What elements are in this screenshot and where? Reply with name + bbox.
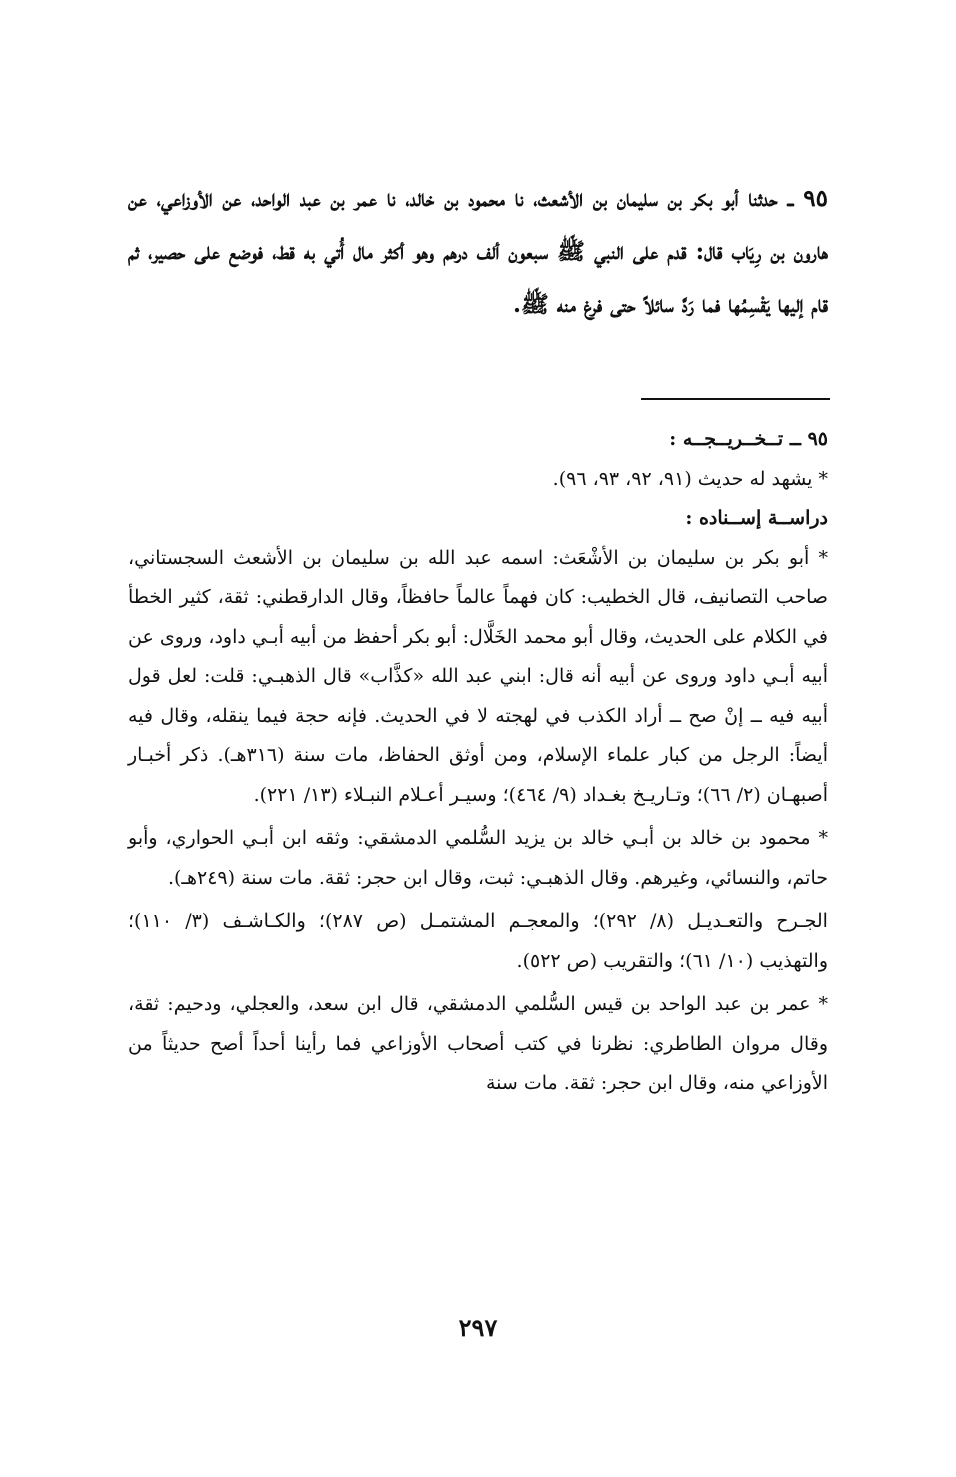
narrator-mahmud-references: الجـرح والتعـديـل (٨/ ٢٩٢)؛ والمعجـم المشتمـل (ص ٢٨٧)؛ والكـاشـف (٣/ ١١٠)؛ والتهذيب (١٠/ ٦١)؛ والتقريب (ص ٥٢٢).: [128, 910, 828, 972]
witness-note: * يشهد له حديث (٩١، ٩٢، ٩٣، ٩٦).: [552, 467, 828, 490]
narrator-umar: * عمر بن عبد الواحد بن قيس السُّلمي الدمشقي، قال ابن سعد، والعجلي، ودحيم: ثقة، وقال مروان الطاطري: نظرنا في كتب أصحاب الأوزاعي فما رأينا أحداً أصح حديثاً من الأوزاعي منه، وقال ابن حجر: ثقة. مات سنة: [128, 993, 828, 1094]
takhrij-heading: ٩٥ ــ تــخــريــجــه :: [669, 428, 828, 450]
footnotes-block: [128, 420, 828, 1108]
page-number: ٢٩٧: [458, 1313, 498, 1342]
isnad-heading: دراســة إســناده :: [685, 507, 828, 529]
hadith-text-block: [128, 172, 828, 331]
hadith-text: ٩٥ ــ حدثنا أبو بكر بن سليمان بن الأشعث، نا محمود بن خالد، نا عمر بن عبد الواحد، عن الأوزاعي، عن هارون بن رِيَاب قال: قدم على النبي ﷺ سبعون ألف درهم وهو أكثر مال أُتي به قط، فوضع على حصير، ثم قام إليها يَقْسِمُها فما رَدَّ سائلاً حتى فرغ منه ﷺ.: [128, 185, 828, 318]
narrator-mahmud: * محمود بن خالد بن أبـي خالد بن يزيد السُّلمي الدمشقي: وثقه ابن أبـي الحواري، وأبو حاتم، والنسائي، وغيرهم. وقال الذهبـي: ثبت، وقال ابن حجر: ثقة. مات سنة (٢٤٩هـ).: [128, 827, 828, 889]
footnote-divider: [641, 398, 830, 400]
narrator-abu-bakr: * أبو بكر بن سليمان بن الأشْعَث: اسمه عبد الله بن سليمان بن الأشعث السجستاني، صاحب التصانيف، قال الخطيب: كان فهماً عالماً حافظاً، وقال الدارقطني: ثقة، كثير الخطأ في الكلام على الحديث، وقال أبو محمد الخَلَّال: أبو بكر أحفظ من أبيه أبـي داود، وروى عن أبيه أبـي داود وروى عن أبيه أنه قال: ابني عبد الله «كذَّاب» قال الذهبـي: قلت: لعل قول أبيه فيه ــ إنْ صح ــ أراد الكذب في لهجته لا في الحديث. فإنه حجة فيما ينقله، وقال فيه أيضاً: الرجل من كبار علماء الإسلام، ومن أوثق الحفاظ، مات سنة (٣١٦هـ). ذكر أخبـار أصبهـان (٢/ ٦٦)؛ وتـاريـخ بغـداد (٩/ ٤٦٤)؛ وسيـر أعـلام النبـلاء (١٣/ ٢٢١).: [128, 546, 828, 806]
